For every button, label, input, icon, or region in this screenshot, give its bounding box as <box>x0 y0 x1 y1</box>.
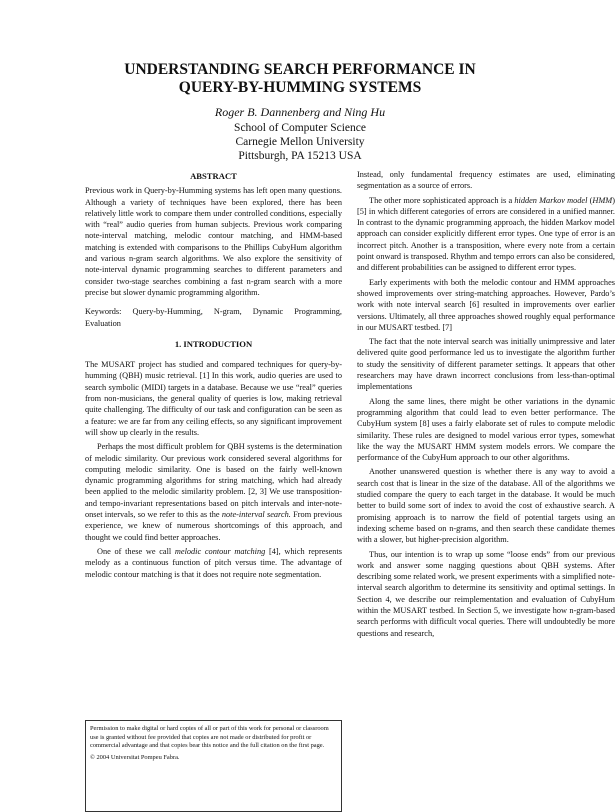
intro-heading: 1. INTRODUCTION <box>174 338 253 349</box>
intro-paragraph-2: Perhaps the most difficult problem for QBH systems is the determination of melodic similarity. Our previous work considered several algorithms for computing melodic similarity. One is based on the fairly well-known dynamic programming algorithms for string matching, which had already been applied to the melodic similarity problem. [2, 3] We use transposition- and tempo-invariant representations based on pitch intervals and inter-note-onset intervals, so we refer to this as the note-interval search. From previous experience, we knew of numerous shortcomings of this approach, and thought we could find better approaches. <box>85 442 342 542</box>
right-paragraph-3: Early experiments with both the melodic contour and HMM approaches showed improvements over string-matching approaches. However, Pardo’s work with note interval search [6] resulted in improvements over earlier versions. Ultimately, all three approaches showed roughly equal performance in our MUSART testbed. [7] <box>357 277 615 332</box>
abstract-text: Previous work in Query-by-Humming systems has left open many questions. Although a variety of techniques have been explored, there has been relatively little work to compare them under controlled conditions, especially with “real” audio queries from human subjects. Previous work comparing note-interval matching, melodic contour matching, and HMM-based matching is extended with comparisons to the Phillips CubyHum algorithm and various n-gram search algorithms. We also explore the sensitivity of note-interval dynamic programming searches to different parameters and consider two-stage searches combining a fast n-gram search with a more precise but slower dynamic programming algorithm. <box>85 186 342 297</box>
right-paragraph-6: Another unanswered question is whether there is any way to avoid a search cost that is linear in the size of the database. All of the algorithms we studied compare the query to each target in the database. It would be much better to build some sort of index to avoid the cost of exhaustive search. A promising approach is to narrow the field of potential targets using an indexing scheme based on n-grams, and then search these candidate themes with a slower, but higher-precision algorithm. <box>357 467 615 545</box>
right-paragraph-2: The other more sophisticated approach is a hidden Markov model (HMM) [5] in which different categories of errors are considered in a unified manner. In contrast to the dynamic programming approach, the hidden Markov model approach can consider explicitly different error types. One type of error is an incorrect pitch. Another is a transposition, where every note from a certain point onward is transposed. Rhythm and tempo errors can also be considered, and different probabilities can be assigned to different error types. <box>357 195 615 273</box>
musart-name: MUSART <box>393 605 428 615</box>
paper-title-line-1: UNDERSTANDING SEARCH PERFORMANCE IN <box>124 61 476 78</box>
keywords: Keywords: Query-by-Humming, N-gram, Dynamic Programming, Evaluation <box>85 307 342 328</box>
affiliation-line-3: Pittsburgh, PA 15213 USA <box>238 150 362 162</box>
paper-title-line-2: QUERY-BY-HUMMING SYSTEMS <box>178 79 422 96</box>
abstract-heading: ABSTRACT <box>190 171 237 181</box>
right-column <box>357 169 615 639</box>
authors: Roger B. Dannenberg and Ning Hu <box>214 105 386 119</box>
left-column <box>85 171 342 580</box>
right-paragraph-4: The fact that the note interval search was initially unimpressive and later delivered quite good performance led us to investigate the algorithm further to study the sensitivity of different parameter settings. It appears that other researchers may have drawn incorrect conclusions from less-than-optimal implementations <box>357 337 615 392</box>
permission-notice: Permission to make digital or hard copies of all or part of this work for personal or classroom use is granted without fee provided that copies are not made or distributed for profit or commercial advantage and that copies bear this notice and the full citation on the first page. <box>90 725 329 750</box>
musart-name: MUSART <box>101 360 136 370</box>
right-paragraph-7: Thus, our intention is to wrap up some “loose ends” from our previous work and answer some nagging questions about QBH systems. After describing some related work, we present experiments with a simplified note-interval search algorithm to determine its sensitivity and optimal settings. In Section 4, we describe our reimplementation and evaluation of CubyHum within the MUSART testbed. In Section 5, we investigate how n-gram-based search performs with difficult vocal queries. There will undoubtedly be more questions and research, <box>357 549 615 638</box>
affiliation-line-2: Carnegie Mellon University <box>235 136 365 148</box>
right-paragraph-5: Along the same lines, there might be other variations in the dynamic programming algorithm that could lead to even better performance. The CubyHum system [8] uses a fairly elaborate set of rules to compute melodic similarity. These rules are designed to model various error types, somewhat like the way the MUSART HMM system models errors. We compare the performance of the CubyHum approach to our other algorithms. <box>357 396 615 463</box>
intro-paragraph-1: The MUSART project has studied and compared techniques for query-by-humming (QBH) music retrieval. [1] In this work, audio queries are used to search symbolic (MIDI) targets in a database. Because we use “real” queries from non-musicians, the general quality of queries is low, making retrieval quite challenging. The difficulty of our task and configuration can be seen as a feature: we are far from any ceiling effects, so any significant improvement will show up clearly in the results. <box>85 360 342 437</box>
copyright-line: © 2004 Universitat Pompeu Fabra. <box>90 753 180 761</box>
intro-paragraph-3: One of these we call melodic contour matching [4], which represents melody as a continuous function of pitch versus time. The advantage of melodic contour matching is that it does not require note segmentation. <box>85 546 342 579</box>
right-paragraph-1: Instead, only fundamental frequency estimates are used, eliminating segmentation as a source of errors. <box>357 170 615 191</box>
affiliation-line-1: School of Computer Science <box>234 122 366 134</box>
musart-name: MUSART <box>417 441 452 451</box>
copyright-footnote-box <box>85 720 342 812</box>
